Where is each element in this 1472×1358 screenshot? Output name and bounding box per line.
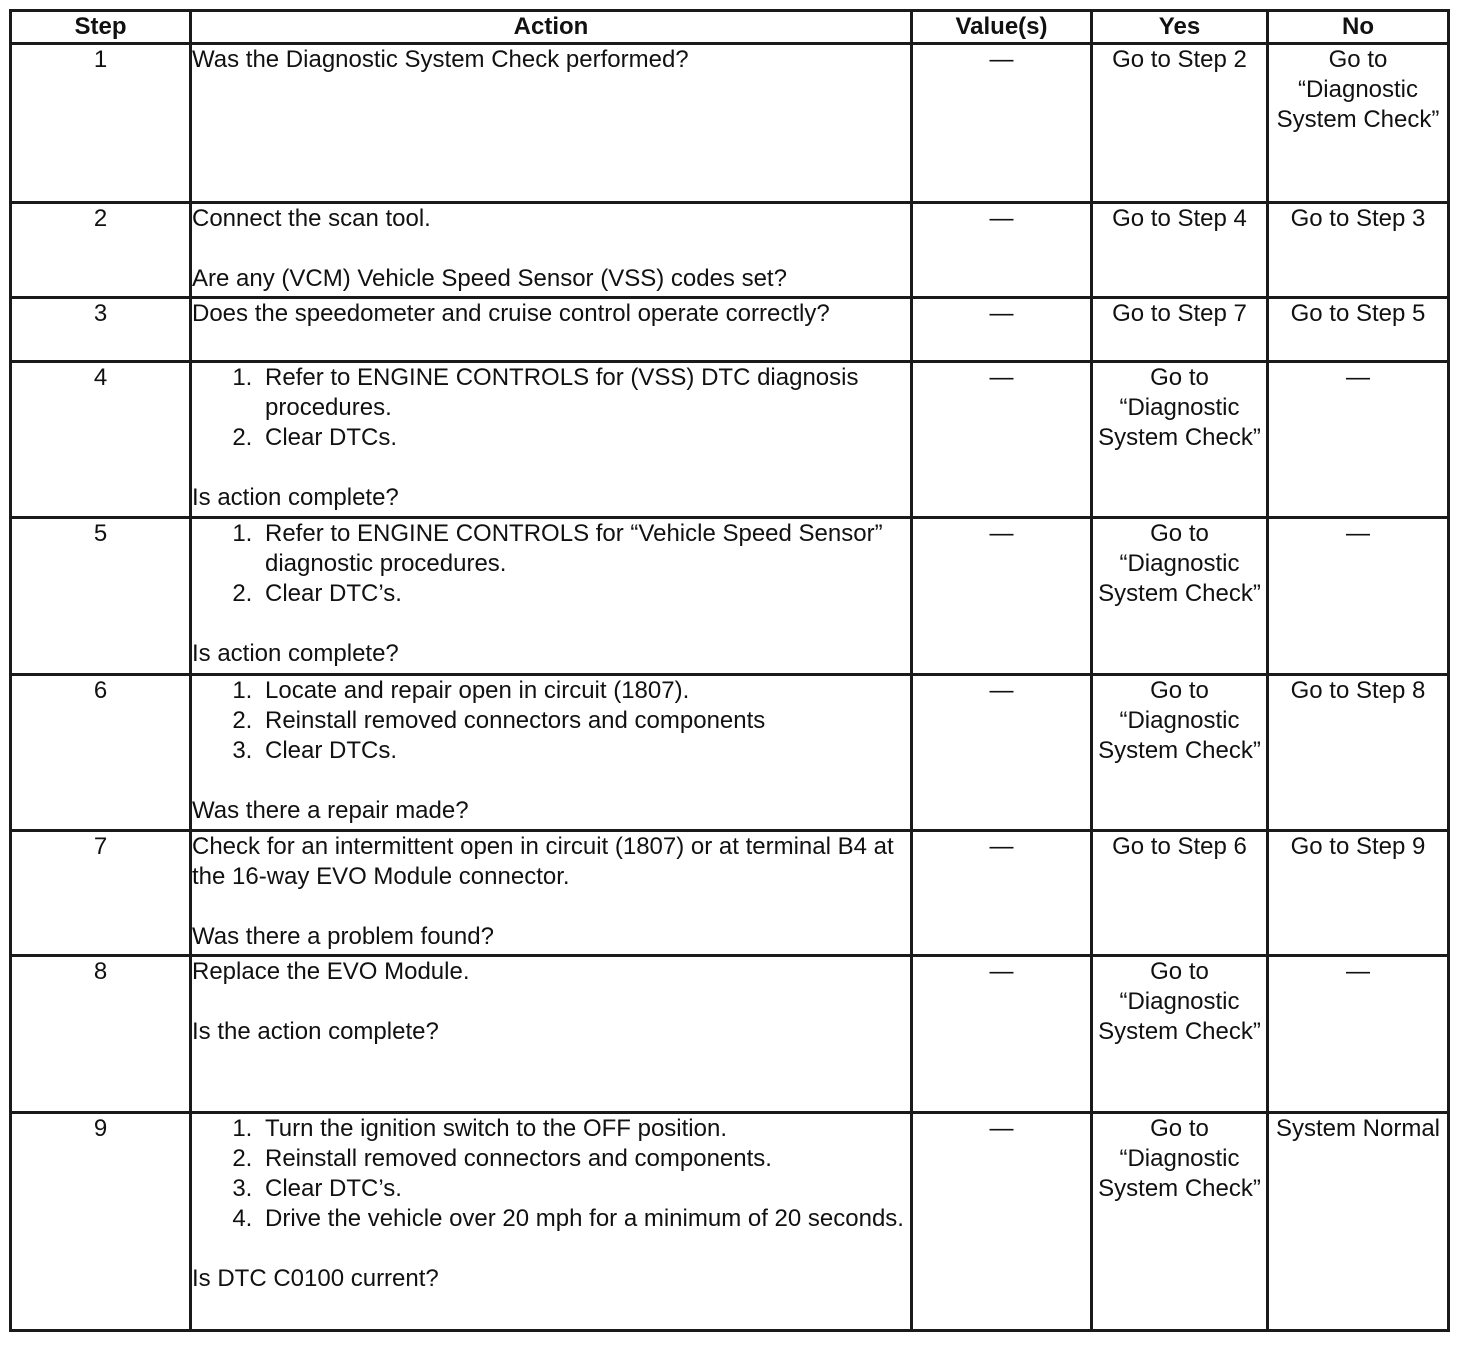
table-row (11, 518, 1449, 675)
table-row (11, 831, 1449, 956)
no-action (1268, 44, 1449, 203)
action-intro: Was the Diagnostic System Check performed? (192, 46, 689, 73)
yes-action-text: Go to “Diagnostic System Check” (1098, 958, 1261, 1045)
step-number: 2 (11, 203, 191, 298)
action-intro: Does the speedometer and cruise control operate correctly? (192, 300, 830, 327)
no-action-text: System Normal (1275, 1115, 1441, 1142)
spacer (192, 987, 910, 1017)
table-header (11, 11, 1449, 44)
action-cell (191, 362, 912, 518)
yes-action (1092, 362, 1268, 518)
action-step-item: 4. Drive the vehicle over 20 mph for a minimum of 20 seconds. (259, 1204, 910, 1234)
action-steps-list (192, 363, 910, 453)
no-action-text: Go to Step 8 (1290, 677, 1426, 704)
action-step-item: 1. Locate and repair open in circuit (1807). (259, 676, 910, 706)
no-action (1268, 1113, 1449, 1331)
no-action (1268, 518, 1449, 675)
action-cell (191, 518, 912, 675)
table-body (11, 44, 1449, 1331)
header-no: No (1268, 11, 1449, 44)
action-step-item: 3. Clear DTC’s. (259, 1174, 910, 1204)
action-intro: Replace the EVO Module. (192, 958, 470, 985)
no-action-text: — (1346, 364, 1370, 391)
action-steps-list (192, 676, 910, 766)
no-action (1268, 675, 1449, 831)
yes-action-text: Go to “Diagnostic System Check” (1098, 520, 1261, 607)
no-action (1268, 956, 1449, 1113)
action-step-item: 1. Refer to ENGINE CONTROLS for (VSS) DTC diagnosis procedures. (259, 363, 910, 423)
table-row (11, 298, 1449, 362)
action-intro: Connect the scan tool. (192, 205, 431, 232)
yes-action-text: Go to Step 4 (1112, 205, 1247, 232)
header-step: Step (11, 11, 191, 44)
action-step-item: 2. Clear DTC’s. (259, 579, 910, 609)
action-question: Was there a problem found? (192, 923, 494, 950)
spacer (192, 453, 910, 483)
action-cell (191, 203, 912, 298)
table-row (11, 203, 1449, 298)
value-cell: — (912, 518, 1092, 675)
action-step-item: 3. Clear DTCs. (259, 736, 910, 766)
yes-action (1092, 1113, 1268, 1331)
action-question: Is DTC C0100 current? (192, 1265, 439, 1292)
yes-action (1092, 956, 1268, 1113)
no-action-text: Go to Step 5 (1290, 300, 1426, 327)
no-action (1268, 203, 1449, 298)
action-question: Is action complete? (192, 640, 399, 667)
table-row (11, 44, 1449, 203)
action-step-item: 1. Turn the ignition switch to the OFF position. (259, 1114, 910, 1144)
action-question: Was there a repair made? (192, 797, 469, 824)
yes-action (1092, 675, 1268, 831)
value-cell: — (912, 831, 1092, 956)
action-step-item: 2. Reinstall removed connectors and components (259, 706, 910, 736)
value-cell: — (912, 362, 1092, 518)
action-cell (191, 1113, 912, 1331)
value-cell: — (912, 956, 1092, 1113)
no-action (1268, 831, 1449, 956)
no-action-text: — (1346, 520, 1370, 547)
action-question: Are any (VCM) Vehicle Speed Sensor (VSS) codes set? (192, 265, 787, 292)
value-cell: — (912, 675, 1092, 831)
action-step-item: 2. Reinstall removed connectors and components. (259, 1144, 910, 1174)
no-action-text: Go to Step 3 (1290, 205, 1426, 232)
yes-action (1092, 831, 1268, 956)
no-action (1268, 298, 1449, 362)
no-action-text: — (1346, 958, 1370, 985)
step-number: 4 (11, 362, 191, 518)
step-number: 1 (11, 44, 191, 203)
step-number: 9 (11, 1113, 191, 1331)
action-cell (191, 956, 912, 1113)
header-values: Value(s) (912, 11, 1092, 44)
action-question: Is action complete? (192, 484, 399, 511)
header-yes: Yes (1092, 11, 1268, 44)
table-row (11, 675, 1449, 831)
value-cell: — (912, 44, 1092, 203)
value-cell: — (912, 1113, 1092, 1331)
action-cell (191, 44, 912, 203)
yes-action (1092, 44, 1268, 203)
step-number: 3 (11, 298, 191, 362)
yes-action-text: Go to “Diagnostic System Check” (1098, 1115, 1261, 1202)
yes-action (1092, 203, 1268, 298)
action-question: Is the action complete? (192, 1018, 439, 1045)
value-cell: — (912, 298, 1092, 362)
yes-action-text: Go to Step 6 (1112, 833, 1247, 860)
action-cell (191, 675, 912, 831)
table-row (11, 1113, 1449, 1331)
spacer (192, 892, 910, 922)
no-action-text: Go to Step 9 (1290, 833, 1426, 860)
table-row (11, 956, 1449, 1113)
step-number: 6 (11, 675, 191, 831)
yes-action-text: Go to Step 7 (1112, 300, 1247, 327)
table-row (11, 362, 1449, 518)
header-action: Action (191, 11, 912, 44)
no-action (1268, 362, 1449, 518)
step-number: 7 (11, 831, 191, 956)
action-step-item: 1. Refer to ENGINE CONTROLS for “Vehicle Speed Sensor” diagnostic procedures. (259, 519, 910, 579)
action-cell (191, 831, 912, 956)
spacer (192, 766, 910, 796)
action-steps-list (192, 519, 910, 609)
action-cell (191, 298, 912, 362)
action-step-item: 2. Clear DTCs. (259, 423, 910, 453)
step-number: 8 (11, 956, 191, 1113)
spacer (192, 1234, 910, 1264)
yes-action-text: Go to “Diagnostic System Check” (1098, 364, 1261, 451)
value-cell: — (912, 203, 1092, 298)
step-number: 5 (11, 518, 191, 675)
action-intro: Check for an intermittent open in circuit (1807) or at terminal B4 at the 16-way EVO Module connector. (192, 833, 894, 890)
diagnostic-table (9, 9, 1450, 1332)
header-row (11, 11, 1449, 44)
yes-action-text: Go to “Diagnostic System Check” (1098, 677, 1261, 764)
yes-action-text: Go to Step 2 (1112, 46, 1247, 73)
no-action-text: Go to “Diagnostic System Check” (1276, 46, 1440, 133)
spacer (192, 609, 910, 639)
yes-action (1092, 298, 1268, 362)
spacer (192, 234, 910, 264)
yes-action (1092, 518, 1268, 675)
action-steps-list (192, 1114, 910, 1234)
